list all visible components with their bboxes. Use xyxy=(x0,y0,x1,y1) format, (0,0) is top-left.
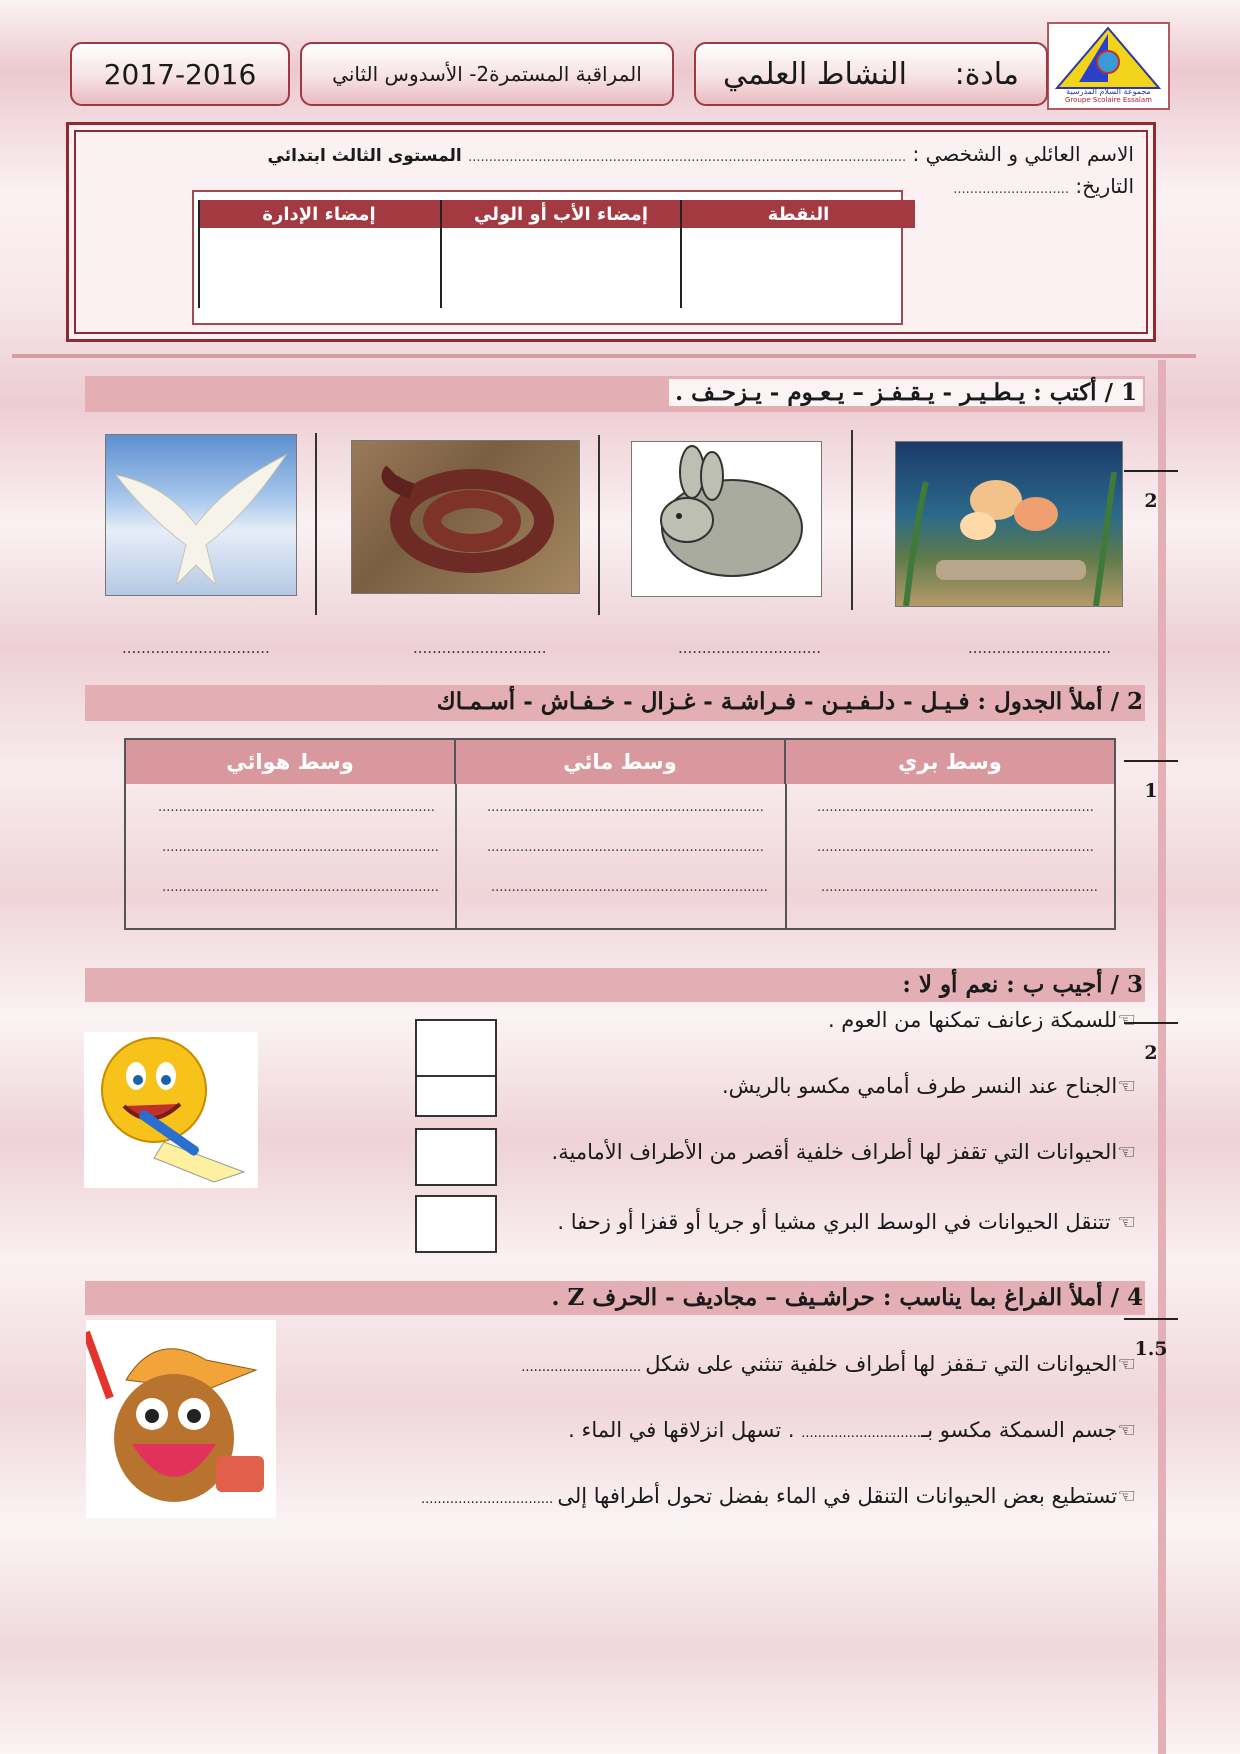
q2-score: 1 xyxy=(1124,760,1178,802)
q1-score: 2 xyxy=(1124,470,1178,512)
signature-table xyxy=(192,190,903,325)
answer-box-3[interactable] xyxy=(415,1128,497,1186)
q1-answer-2[interactable]: .............................. xyxy=(678,639,822,657)
exam-title: المراقبة المستمرة2- الأسدوس الثاني xyxy=(332,62,642,86)
q4-blank-2[interactable]: ............................. xyxy=(801,1426,922,1441)
date-line xyxy=(953,174,1134,198)
q1-answer-1[interactable]: .............................. xyxy=(968,639,1112,657)
smiley-icon xyxy=(84,1032,258,1188)
dove-icon xyxy=(106,435,296,595)
subject-box xyxy=(694,42,1048,106)
q4-blank-3[interactable]: ................................ xyxy=(421,1492,558,1507)
q4-score: 1.5 xyxy=(1124,1318,1178,1360)
dove-image xyxy=(105,434,297,596)
subject-label: مادة: xyxy=(954,56,1020,92)
q4-statement-2: ☜جسم السمكة مكسو بـ............................. . تسهل انزلاقها في الماء . xyxy=(568,1418,1136,1442)
logo-subtext: Groupe Scolaire Essalam xyxy=(1065,96,1152,104)
school-logo xyxy=(1047,22,1170,110)
owl-image xyxy=(86,1320,276,1518)
table-cell[interactable]: ................................................................... xyxy=(491,880,768,895)
table-cell[interactable]: ................................................................... xyxy=(817,840,1094,855)
table-cell[interactable]: ................................................................... xyxy=(487,840,764,855)
smiley-writing-image xyxy=(84,1032,258,1188)
q3-score: 2 xyxy=(1124,1022,1178,1064)
level-label: المستوى الثالث ابتدائي xyxy=(267,146,462,166)
owl-icon xyxy=(86,1320,276,1518)
table-cell[interactable]: ................................................................... xyxy=(162,880,439,895)
subject-title: النشاط العلمي xyxy=(722,56,907,92)
q2-title: 2 / أملأ الجدول : فـيـل - دلـفـيـن - فـراشـة - غـزال - خـفـاش - أسـمـاك xyxy=(436,688,1143,715)
rabbit-image xyxy=(631,441,822,597)
table-cell[interactable]: ................................................................... xyxy=(487,800,764,815)
name-dots[interactable]: .......................................................................................................... xyxy=(468,150,907,165)
date-dots[interactable]: ............................ xyxy=(953,182,1069,197)
year-box xyxy=(70,42,290,106)
sig-header-grade: النقطة xyxy=(682,200,915,228)
habitat-table xyxy=(124,738,1116,930)
q3-statement-4: ☜ تتنقل الحيوانات في الوسط البري مشيا أو جريا أو قفزا أو زحفا . xyxy=(557,1210,1136,1234)
name-line xyxy=(268,142,1135,166)
sig-header-parent: إمضاء الأب أو الولي xyxy=(442,200,680,228)
q1-title: 1 / أكتب : يـطـيـر - يـقـفـز – يـعـوم - يـزحـف . xyxy=(669,379,1143,406)
section-divider xyxy=(12,354,1196,358)
table-cell[interactable]: ................................................................... xyxy=(162,840,439,855)
q4-title: 4 / أملأ الفراغ بما يناسب : حراشـيف – مجاديف - الحرف Z . xyxy=(551,1284,1143,1311)
snake-icon xyxy=(352,441,579,593)
answer-box-4[interactable] xyxy=(415,1195,497,1253)
snake-image xyxy=(351,440,580,594)
table-cell[interactable]: ................................................................... xyxy=(817,800,1094,815)
q1-answer-4[interactable]: ............................... xyxy=(122,639,270,657)
answer-box-2[interactable] xyxy=(415,1075,497,1117)
q4-statement-1: ☜الحيوانات التي تـقفز لها أطراف خلفية تنثني على شكل ............................. xyxy=(521,1352,1136,1376)
name-label: الاسم العائلي و الشخصي : xyxy=(912,142,1134,166)
q3-statement-2: ☜الجناح عند النسر طرف أمامي مكسو بالريش. xyxy=(722,1074,1136,1098)
fish-icon xyxy=(896,442,1122,606)
col-water: وسط مائي xyxy=(454,740,784,784)
q4-blank-1[interactable]: ............................. xyxy=(521,1360,646,1375)
exam-box xyxy=(300,42,674,106)
table-cell[interactable]: ................................................................... xyxy=(821,880,1098,895)
sig-header-admin: إمضاء الإدارة xyxy=(198,200,440,228)
rabbit-icon xyxy=(632,442,821,596)
q4-statement-3: ☜تستطيع بعض الحيوانات التنقل في الماء بفضل تحول أطرافها إلى ................................ xyxy=(421,1484,1136,1508)
q1-answer-3[interactable]: ............................ xyxy=(413,639,547,657)
q3-statement-1: ☜للسمكة زعانف تمكنها من العوم . xyxy=(827,1008,1136,1032)
school-year: 2017-2016 xyxy=(103,57,257,91)
col-land: وسط بري xyxy=(784,740,1114,784)
q3-statement-3: ☜الحيوانات التي تقفز لها أطراف خلفية أقصر من الأطراف الأمامية. xyxy=(551,1140,1136,1164)
fish-image xyxy=(895,441,1123,607)
table-cell[interactable]: ................................................................... xyxy=(158,800,435,815)
date-label: التاريخ: xyxy=(1075,174,1134,198)
q3-title: 3 / أجيب ب : نعم أو لا : xyxy=(902,971,1143,998)
col-air: وسط هوائي xyxy=(226,750,354,774)
answer-box-1[interactable] xyxy=(415,1019,497,1077)
logo-text: مجموعة السلام المدرسية xyxy=(1066,87,1151,96)
